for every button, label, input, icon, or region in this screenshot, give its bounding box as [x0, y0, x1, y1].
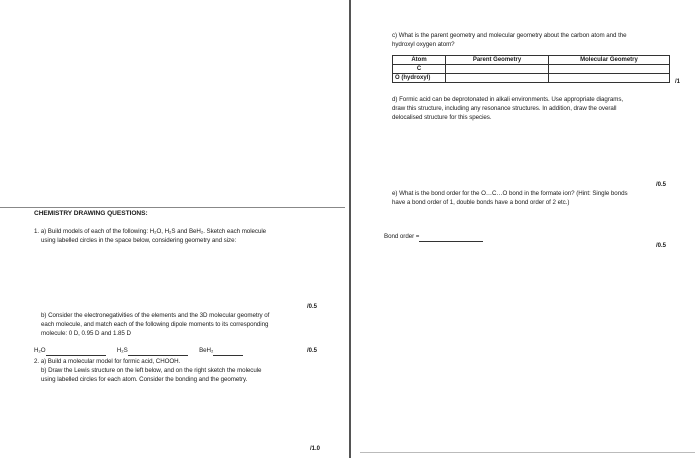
heading-rule-top [0, 207, 345, 208]
question-1a-line-2: using labelled circles in the space below, considering geometry and size: [41, 237, 237, 244]
table-row [393, 65, 670, 74]
bottom-rule [360, 452, 695, 453]
question-c-line-2: hydroxyl oxygen atom? [392, 41, 455, 48]
header-parent-geometry: Parent Geometry [446, 56, 549, 65]
bond-order-label: Bond order = [384, 233, 420, 240]
question-1a-line-1: 1. a) Build models of each of the following: H₂O, H₂S and BeH₂. Sketch each molecule [34, 228, 267, 235]
question-e-line-1: e) What is the bond order for the O…C…O bond in the formate ion? (Hint: Single bonds [392, 190, 628, 197]
table-header-row [393, 56, 670, 65]
left-page [0, 0, 349, 458]
question-d-line-2: draw this structure, including any resonance structures. In addition, draw the overall [392, 105, 617, 112]
h2s-answer-line[interactable] [128, 349, 188, 356]
h2s-label: H₂S [116, 347, 128, 354]
question-c-line-1: c) What is the parent geometry and molecular geometry about the carbon atom and the [392, 32, 627, 39]
question-1a-mark: /0.5 [307, 304, 318, 310]
question-1b-line-3: molecule: 0 D, 0.95 D and 1.85 D [41, 330, 131, 337]
question-e-mark: /0.5 [656, 243, 667, 249]
row-atom-o-hydroxyl: O (hydroxyl) [393, 74, 446, 83]
question-d-line-3: delocalised structure for this species. [392, 114, 492, 121]
beh2-answer-line[interactable] [213, 349, 243, 356]
question-1b-line-2: each molecule, and match each of the following dipole moments to its corresponding [41, 321, 269, 328]
question-2b-line-1: b) Draw the Lewis structure on the left below, and on the right sketch the molecule [41, 367, 262, 374]
question-2a: 2. a) Build a molecular model for formic acid, CHOOH. [34, 358, 181, 365]
geometry-table [392, 55, 670, 83]
section-heading: CHEMISTRY DRAWING QUESTIONS: [34, 210, 148, 217]
header-molecular-geometry: Molecular Geometry [548, 56, 669, 65]
h2o-answer-line[interactable] [46, 349, 106, 356]
question-d-line-1: d) Formic acid can be deprotonated in alkali environments. Use appropriate diagrams, [392, 96, 624, 103]
table-row [393, 74, 670, 83]
question-1b-line-1: b) Consider the electronegativities of the elements and the 3D molecular geometry of [41, 312, 270, 319]
question-2b-line-2: using labelled circles for each atom. Consider the bonding and the geometry. [41, 376, 248, 383]
cell-c-parent-geometry[interactable] [446, 65, 549, 74]
row-atom-c: C [393, 65, 446, 74]
cell-o-molecular-geometry[interactable] [548, 74, 669, 83]
bond-order-answer-line[interactable] [419, 235, 483, 242]
beh2-label: BeH₂ [199, 347, 214, 354]
question-c-mark: /1 [675, 79, 681, 85]
h2o-label: H₂O [34, 347, 46, 354]
header-atom: Atom [393, 56, 446, 65]
cell-o-parent-geometry[interactable] [446, 74, 549, 83]
question-e-line-2: have a bond order of 1, double bonds have a bond order of 2 etc.) [392, 199, 570, 206]
page-divider [349, 0, 351, 458]
question-2-mark: /1.0 [310, 446, 321, 452]
dipole-blank-row [34, 347, 243, 356]
cell-c-molecular-geometry[interactable] [548, 65, 669, 74]
question-1b-mark: /0.5 [307, 348, 318, 354]
question-d-mark: /0.5 [656, 182, 667, 188]
bond-order-row [384, 233, 483, 242]
